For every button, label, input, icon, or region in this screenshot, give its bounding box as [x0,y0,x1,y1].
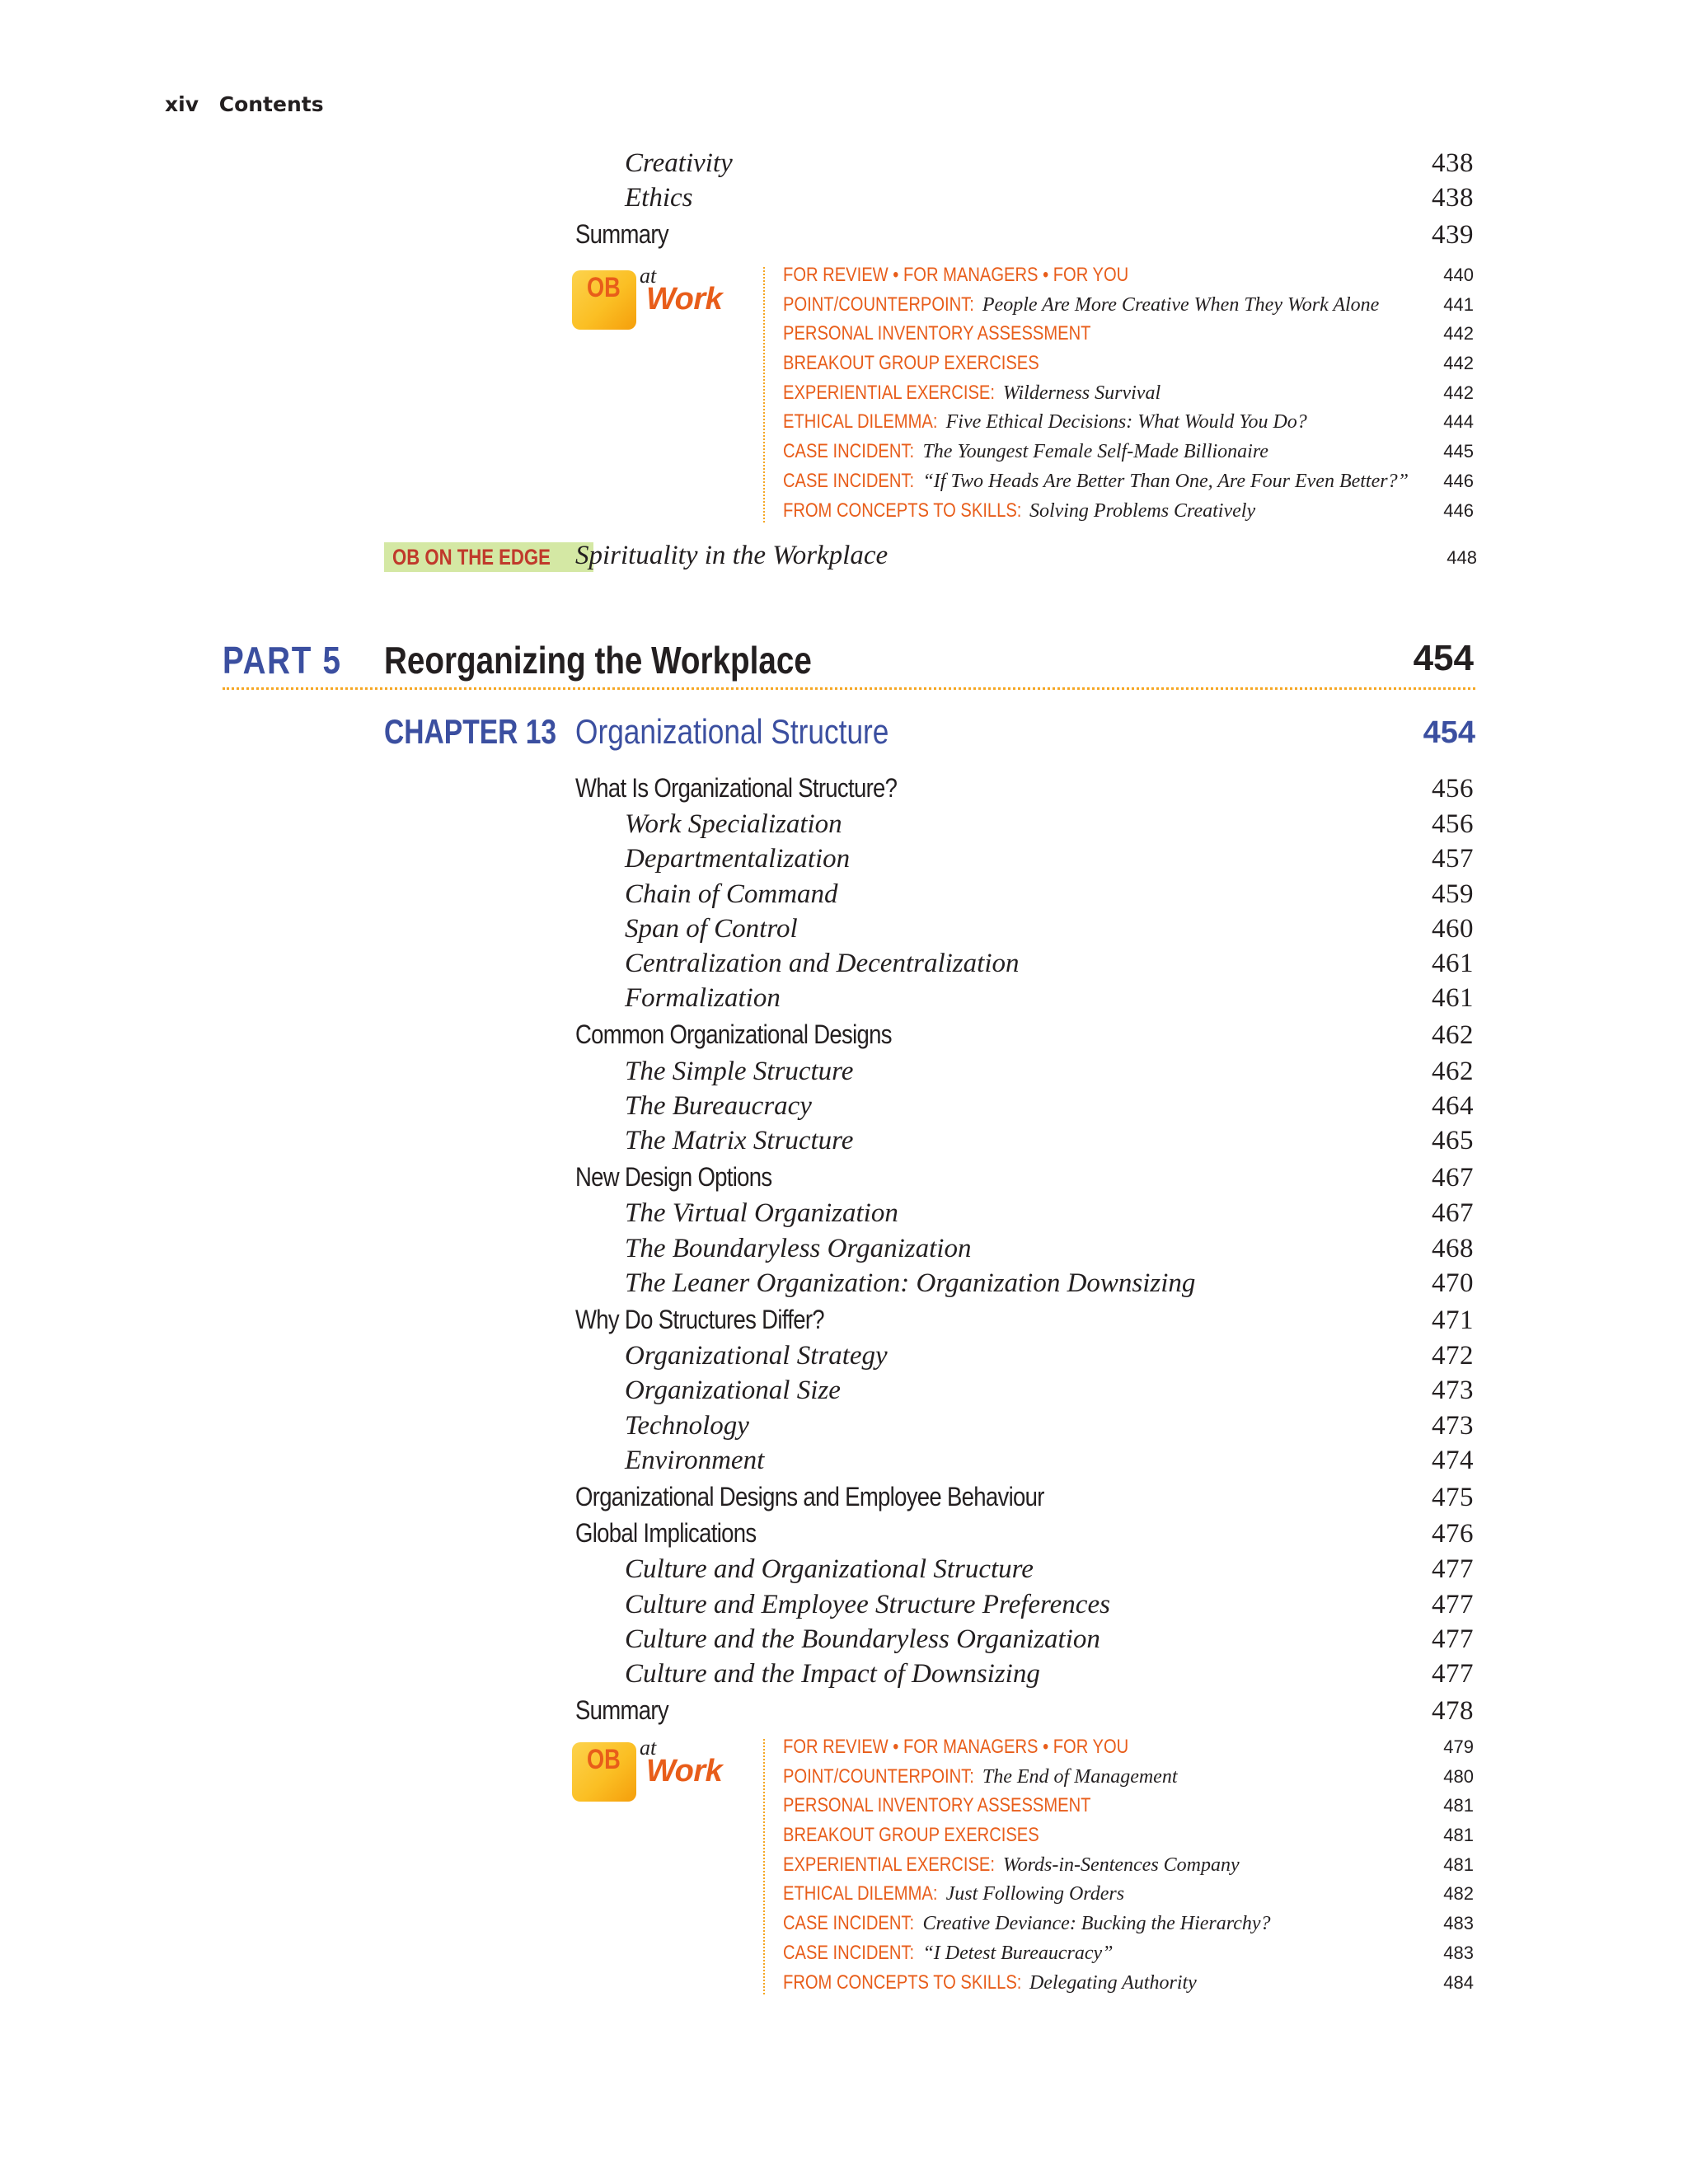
ob-at-work-item-detail: Wilderness Survival [1002,382,1161,404]
toc-entry-page: 464 [1432,1090,1474,1121]
ob-at-work-item[interactable] [783,1912,1474,1942]
toc-entry-title: Formalization [625,983,781,1014]
ob-at-work-item[interactable] [783,1971,1474,2001]
ob-at-work-item-page: 481 [1443,1795,1474,1816]
ob-at-work-item[interactable] [783,322,1474,352]
part-dotted-rule [223,687,1475,690]
toc-subsection-entry[interactable] [625,809,1474,844]
toc-entry-page: 476 [1432,1519,1474,1549]
toc-entry-page: 456 [1432,774,1474,804]
ob-at-work-item[interactable] [783,410,1474,440]
toc-entry-page: 468 [1432,1233,1474,1263]
ob-at-work-item-page: 483 [1443,1942,1474,1963]
toc-entry-title: Culture and Organizational Structure [625,1554,1034,1585]
part-title: Reorganizing the Workplace [384,639,812,682]
toc-entry-title: Organizational Designs and Employee Behaviour [575,1482,1044,1511]
toc-entry-page: 470 [1432,1268,1474,1298]
toc-entry-page: 475 [1432,1483,1474,1512]
ob-at-work-item[interactable] [783,382,1474,411]
ob-at-work-block-2 [570,1736,1474,1999]
ob-logo-at: at [640,1736,657,1760]
ob-at-work-item-detail: Five Ethical Decisions: What Would You Do? [945,411,1307,434]
toc-subsection-entry[interactable] [625,1341,1474,1376]
toc-subsection-entry[interactable] [625,1624,1474,1659]
ob-at-work-item[interactable] [783,499,1474,529]
ob-at-work-item[interactable] [783,1824,1474,1854]
toc-entry-page: 460 [1432,913,1474,944]
ob-logo-at: at [640,264,657,288]
toc-entry-title: Departmentalization [625,844,851,874]
ob-at-work-item[interactable] [783,1794,1474,1824]
ob-at-work-item-detail: The Youngest Female Self-Made Billionaire [922,441,1268,463]
work-items [783,1736,1474,2000]
toc-subsection-entry[interactable] [625,1198,1474,1233]
ob-at-work-item-detail: Words-in-Sentences Company [1002,1854,1240,1876]
ob-at-work-item[interactable] [783,1765,1474,1795]
ob-at-work-item-label: EXPERIENTIAL EXERCISE: [783,381,995,404]
toc-entry-page: 462 [1432,1056,1474,1086]
toc-entry-title: Global Implications [575,1518,757,1549]
ob-at-work-item-label: POINT/COUNTERPOINT: [783,1765,974,1788]
ob-at-work-item[interactable] [783,293,1474,323]
toc-entry-title: Why Do Structures Differ? [575,1305,824,1334]
toc-entry-page: 462 [1432,1020,1474,1051]
part-heading[interactable] [223,635,1474,686]
ob-at-work-item-page: 442 [1443,353,1474,374]
ob-at-work-item-page: 442 [1443,382,1474,403]
toc-entry-title: Chain of Command [625,879,838,909]
page-header [165,92,324,116]
toc-entry-title: Summary [575,1695,668,1726]
ob-on-the-edge-entry[interactable] [384,541,1477,574]
ob-at-work-item-label: CASE INCIDENT: [783,440,915,463]
ob-at-work-item-label: PERSONAL INVENTORY ASSESSMENT [783,1794,1091,1817]
toc-entry-page: 439 [1432,220,1474,250]
toc-section-entry[interactable] [575,1482,1474,1518]
ob-at-work-item-label: BREAKOUT GROUP EXERCISES [783,352,1039,375]
toc-section-entry[interactable] [575,1518,1474,1554]
ob-at-work-item-label: PERSONAL INVENTORY ASSESSMENT [783,322,1091,345]
toc-section-entry[interactable] [575,1305,1474,1341]
toc-entry-title: Summary [575,219,668,249]
toc-entry-page: 467 [1432,1163,1474,1193]
ob-at-work-item-label: CASE INCIDENT: [783,469,915,492]
toc-entry-page: 477 [1432,1624,1474,1654]
toc-entry-page: 467 [1432,1198,1474,1229]
toc-entry-title: Common Organizational Designs [575,1019,892,1050]
ob-logo-work: Work [646,1754,723,1788]
toc-entry-title: Organizational Size [625,1376,841,1406]
toc-entry-title: Centralization and Decentralization [625,949,1020,978]
toc-entry-title: The Leaner Organization: Organization Downsizing [625,1268,1196,1298]
ob-at-work-item-label: FOR REVIEW • FOR MANAGERS • FOR YOU [783,1736,1129,1758]
ob-at-work-item-page: 445 [1443,441,1474,462]
ob-at-work-item-page: 479 [1443,1736,1474,1757]
toc-subsection-entry[interactable] [625,1091,1474,1126]
ob-at-work-item-detail: Delegating Authority [1029,1971,1197,1994]
toc-entry-title: Creativity [625,148,733,178]
toc-entry-page: 465 [1432,1126,1474,1155]
ob-at-work-item-detail: The End of Management [982,1765,1178,1788]
ob-at-work-item[interactable] [783,352,1474,382]
toc-entry-title: The Virtual Organization [625,1198,898,1229]
toc-subsection-entry[interactable] [625,1057,1474,1091]
toc-subsection-entry[interactable] [625,1446,1474,1480]
toc-subsection-entry[interactable] [625,1659,1474,1694]
toc-entry-page: 457 [1432,844,1474,874]
ob-at-work-item-page: 482 [1443,1883,1474,1905]
toc-entry-title: Ethics [625,183,693,213]
chapter-label: CHAPTER 13 [384,712,557,751]
toc-entry-page: 461 [1432,949,1474,978]
ob-at-work-item-label: ETHICAL DILEMMA: [783,1882,938,1905]
toc-entry-title: The Matrix Structure [625,1126,854,1155]
ob-at-work-block-1 [570,264,1474,527]
toc-subsection-entry[interactable] [625,1376,1474,1410]
ob-at-work-item-label: ETHICAL DILEMMA: [783,410,938,434]
ob-at-work-item-label: FOR REVIEW • FOR MANAGERS • FOR YOU [783,264,1129,286]
toc-entry-title: Culture and the Boundaryless Organization [625,1624,1100,1654]
toc-entry-title: The Simple Structure [625,1056,854,1086]
toc-subsection-entry[interactable] [625,183,1474,218]
ob-at-work-item-detail: “If Two Heads Are Better Than One, Are Four Even Better?” [922,470,1409,492]
ob-at-work-logo [570,1736,752,1810]
toc-subsection-entry[interactable] [625,844,1474,879]
toc-subsection-entry[interactable] [625,1554,1474,1589]
ob-at-work-item-detail: Just Following Orders [945,1883,1125,1905]
toc-entry-page: 472 [1432,1341,1474,1371]
toc-entry-page: 474 [1432,1445,1474,1475]
toc-entry-page: 471 [1432,1305,1474,1335]
toc-entry-page: 438 [1432,148,1474,178]
toc-subsection-entry[interactable] [625,148,1474,183]
running-head: Contents [218,92,324,116]
toc-entry-title: The Bureaucracy [625,1090,812,1121]
ob-at-work-item-page: 446 [1443,499,1474,521]
ob-at-work-item-detail: People Are More Creative When They Work Alone [982,293,1380,316]
toc-entry-page: 473 [1432,1410,1474,1441]
toc-section-entry[interactable] [575,1695,1474,1732]
ob-at-work-item-detail: “I Detest Bureaucracy” [922,1942,1114,1964]
dotted-divider [763,267,765,523]
ob-at-work-item-page: 484 [1443,1971,1474,1993]
ob-at-work-item-label: FROM CONCEPTS TO SKILLS: [783,499,1022,522]
ob-at-work-item-label: FROM CONCEPTS TO SKILLS: [783,1971,1022,1994]
toc-subsection-entry[interactable] [625,1126,1474,1160]
toc-entry-title: Organizational Strategy [625,1341,888,1371]
toc-subsection-entry[interactable] [625,1411,1474,1446]
chapter-heading[interactable] [384,710,1475,757]
ob-at-work-item-page: 442 [1443,323,1474,344]
toc-subsection-entry[interactable] [625,1268,1474,1303]
ob-at-work-item[interactable] [783,470,1474,499]
part-page: 454 [1413,638,1474,678]
ob-at-work-item[interactable] [783,440,1474,470]
ob-at-work-item[interactable] [783,264,1474,293]
ob-at-work-item[interactable] [783,1854,1474,1883]
toc-entry-title: What Is Organizational Structure? [575,773,898,803]
ob-at-work-item-page: 483 [1443,1913,1474,1934]
toc-entry-title: Environment [625,1445,765,1475]
ob-logo-work: Work [646,282,723,316]
toc-subsection-entry[interactable] [625,1234,1474,1268]
ob-at-work-item[interactable] [783,1736,1474,1765]
work-items [783,264,1474,528]
toc-subsection-entry[interactable] [625,914,1474,949]
ob-at-work-logo [570,264,752,338]
chapter-title: Organizational Structure [575,712,889,751]
page-number: xiv [165,92,199,116]
toc-entry-page: 477 [1432,1659,1474,1689]
ob-at-work-item-label: POINT/COUNTERPOINT: [783,293,974,316]
ob-at-work-item-detail: Solving Problems Creatively [1029,499,1256,522]
ob-at-work-item-page: 481 [1443,1825,1474,1846]
ob-on-the-edge-badge: OB ON THE EDGE [384,542,593,572]
toc-entry-title: Work Specialization [625,809,842,840]
ob-at-work-item-label: BREAKOUT GROUP EXERCISES [783,1824,1039,1847]
toc-entry-title: Culture and the Impact of Downsizing [625,1659,1040,1689]
toc-entry-page: 456 [1432,809,1474,840]
ob-at-work-item-detail: Creative Deviance: Bucking the Hierarchy? [922,1913,1271,1935]
ob-at-work-item-page: 444 [1443,411,1474,433]
ob-at-work-item-label: CASE INCIDENT: [783,1941,915,1964]
toc-entry-page: 477 [1432,1554,1474,1585]
ob-logo-text: OB [587,1744,621,1775]
toc-entry-page: 438 [1432,183,1474,213]
ob-at-work-item-page: 446 [1443,470,1474,491]
toc-subsection-entry[interactable] [625,983,1474,1018]
chapter-page: 454 [1423,715,1475,750]
toc-entry-title: Culture and Employee Structure Preferences [625,1589,1110,1619]
toc-section-entry[interactable] [575,219,1474,255]
toc-entry-page: 478 [1432,1696,1474,1727]
ob-at-work-item-page: 480 [1443,1765,1474,1787]
toc-entry-title: New Design Options [575,1162,772,1193]
toc-section-entry[interactable] [575,1019,1474,1056]
toc-section-entry[interactable] [575,1162,1474,1198]
dotted-divider [763,1739,765,1994]
ob-logo-text: OB [587,272,621,303]
ob-at-work-item-page: 481 [1443,1854,1474,1875]
toc-subsection-entry[interactable] [625,879,1474,914]
ob-at-work-item-label: EXPERIENTIAL EXERCISE: [783,1853,995,1876]
ob-at-work-item-page: 440 [1443,265,1474,285]
ob-at-work-item[interactable] [783,1882,1474,1912]
toc-entry-page: 461 [1432,983,1474,1014]
ob-on-the-edge-page: 448 [1447,547,1477,568]
toc-entry-page: 459 [1432,879,1474,909]
ob-at-work-item-label: CASE INCIDENT: [783,1912,915,1935]
toc-entry-title: The Boundaryless Organization [625,1233,972,1263]
toc-section-entry[interactable] [575,773,1474,809]
part-label: PART 5 [223,639,342,682]
toc-subsection-entry[interactable] [625,949,1474,983]
toc-subsection-entry[interactable] [625,1590,1474,1624]
toc-entry-title: Technology [625,1410,749,1441]
toc-entry-title: Span of Control [625,913,798,944]
ob-on-the-edge-title: Spirituality in the Workplace [575,541,889,570]
toc-entry-page: 473 [1432,1376,1474,1406]
ob-at-work-item-page: 441 [1443,293,1474,315]
toc-entry-page: 477 [1432,1589,1474,1619]
ob-at-work-item[interactable] [783,1942,1474,1971]
